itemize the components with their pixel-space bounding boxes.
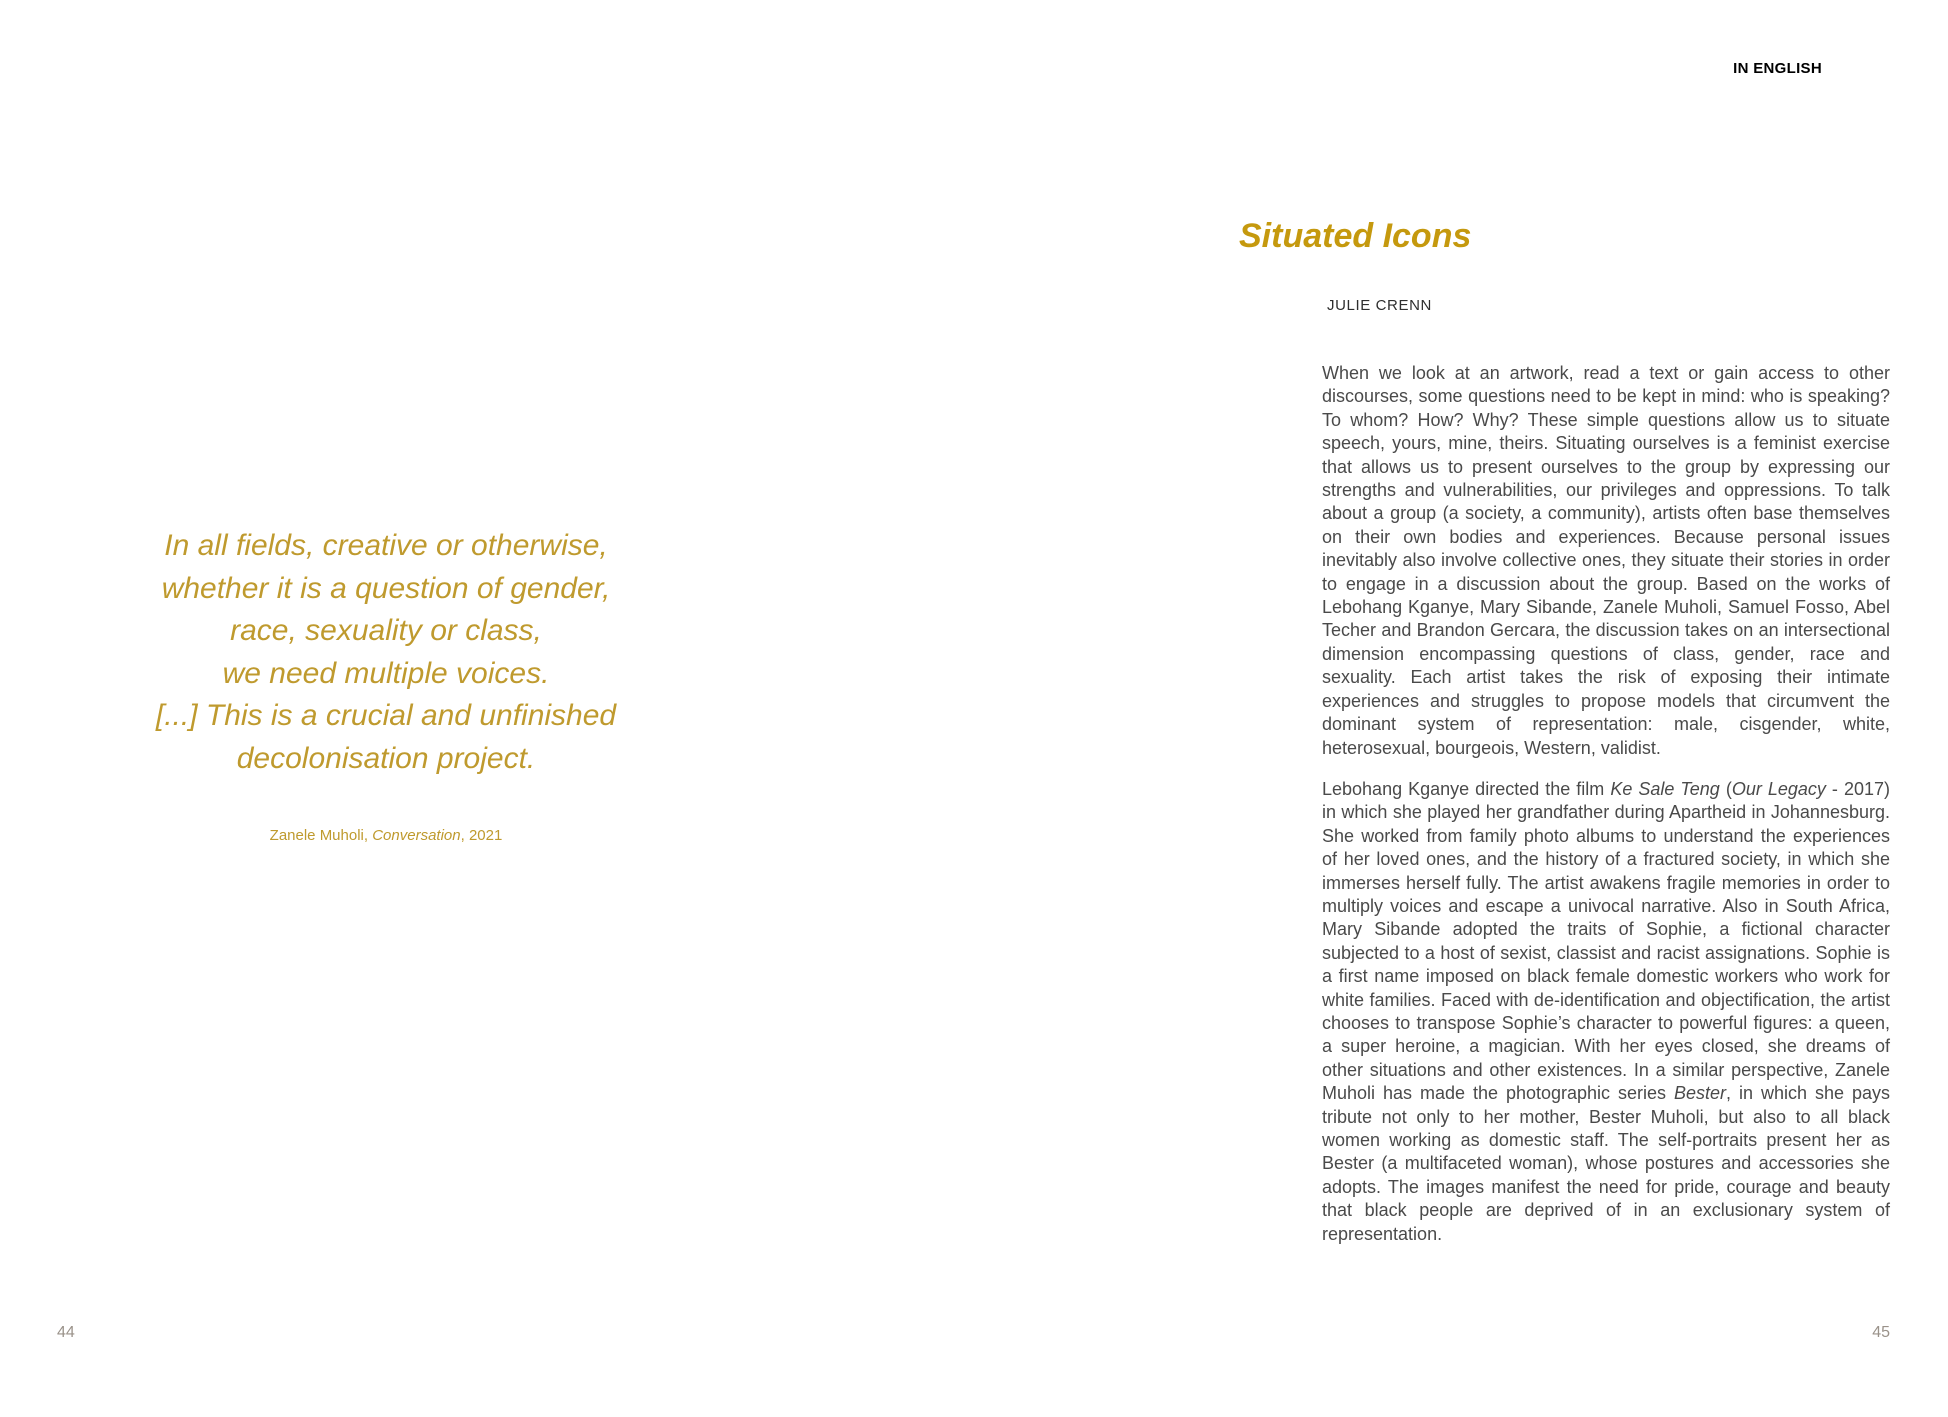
- article-body: [1322, 362, 1890, 1246]
- attribution-author: Zanele Muholi,: [269, 827, 373, 844]
- quote-line: [...] This is a crucial and unfinished: [155, 699, 617, 732]
- paragraph: Lebohang Kganye directed the film Ke Sale Teng (Our Legacy - 2017) in which she played her grandfather during Apartheid in Johannesburg. She worked from family photo albums to understand the experiences of her loved ones, and the history of a fractured society, in which she immerses herself fully. The artist awakens fragile memories in order to multiply voices and escape a univocal narrative. Also in South Africa, Mary Sibande adopted the traits of Sophie, a fictional character subjected to a host of sexist, classist and racist assignations. Sophie is a first name imposed on black female domestic workers who work for white families. Faced with de-identification and objectification, the artist chooses to transpose Sophie’s character to powerful figures: a queen, a super heroine, a magician. With her eyes closed, she dreams of other situations and other existences. In a similar perspective, Zanele Muholi has made the photographic series Bester, in which she pays tribute not only to her mother, Bester Muholi, but also to all black women working as domestic staff. The self-portraits present her as Bester (a multifaceted woman), whose postures and accessories she adopts. The images manifest the need for pride, courage and beauty that black people are deprived of in an exclusionary system of representation.: [1322, 778, 1890, 1244]
- page-number-right: 45: [1872, 1324, 1890, 1341]
- attribution-year: , 2021: [460, 827, 503, 844]
- quote-line: we need multiple voices.: [222, 656, 550, 690]
- paragraph: When we look at an artwork, read a text or gain access to other discourses, some questions need to be kept in mind: who is speaking? To whom? How? Why? These simple questions allow us to situate speech, yours, mine, theirs. Situating ourselves is a feminist exercise that allows us to present ourselves to the group by expressing our strengths and vulnerabilities, our privileges and oppressions. To talk about a group (a society, a community), artists often base themselves on their own bodies and experiences. Because personal issues inevitably also involve collective ones, they situate their stories in order to engage in a discussion about the group. Based on the works of Lebohang Kganye, Mary Sibande, Zanele Muholi, Samuel Fosso, Abel Techer and Brandon Gercara, the discussion takes on an intersectional dimension encompassing questions of class, gender, race and sexuality. Each artist takes the risk of exposing their intimate experiences and struggles to propose models that circumvent the dominant system of representation: male, cisgender, white, heterosexual, bourgeois, Western, validist.: [1322, 363, 1890, 758]
- article-title: Situated Icons: [1239, 217, 1472, 255]
- language-tag: IN ENGLISH: [1733, 60, 1822, 77]
- quote-line: whether it is a question of gender,: [161, 571, 611, 605]
- quote-line: In all fields, creative or otherwise,: [164, 529, 608, 562]
- article-author: JULIE CRENN: [1327, 297, 1432, 314]
- page-number-left: 44: [57, 1324, 75, 1341]
- quote-attribution: [106, 827, 666, 845]
- pull-quote: [106, 525, 666, 780]
- attribution-work-title: Conversation: [372, 827, 461, 844]
- quote-line: race, sexuality or class,: [230, 614, 542, 647]
- quote-line: decolonisation project.: [236, 741, 536, 775]
